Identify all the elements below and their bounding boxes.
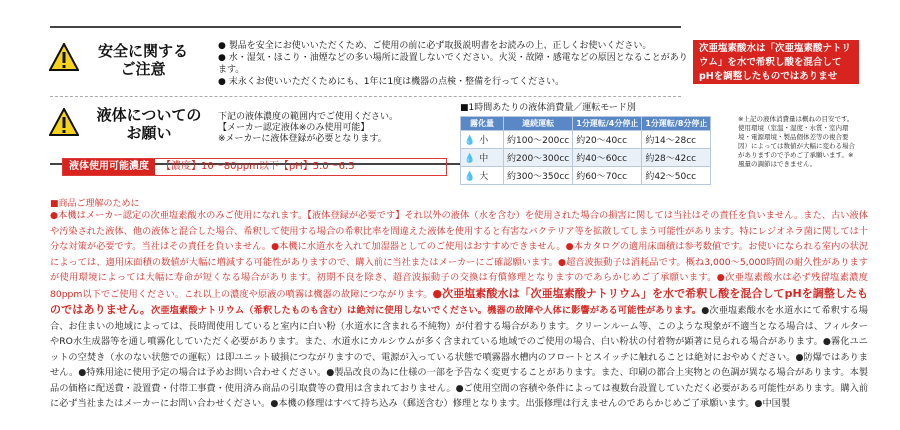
liquid-title-line1: 液体についての [96,106,202,124]
table-cell: 約60～70cc [573,167,642,185]
table-cell: 約200～300cc [504,149,573,167]
table-cell: 約14～28cc [642,131,711,149]
mode-cell [461,167,504,185]
mode-label: 中 [479,154,489,164]
table-row [461,167,711,185]
safety-bullets [218,40,688,88]
liquid-line: 【メーカー認定液体※のみ使用可能】 [218,123,370,133]
section-divider [50,96,681,97]
drop-medium-icon: 💧 [464,154,476,164]
concentration-range [62,158,447,176]
table-row [461,131,711,149]
safety-title-line2: ご注意 [120,60,166,78]
caution-body [50,208,868,412]
warning-icon [49,43,79,71]
caution-emphasis: 次亜塩素酸ナトリウム（希釈したものも含む）は絶対に使用しないでください。機器の故障や人体に影響がある可能性があります。 [151,305,702,316]
safety-title-line1: 安全に関する [97,42,188,60]
drop-large-icon: 💧 [464,172,476,182]
table-row [461,149,711,167]
safety-bullet: ● 水・湿気・ほこり・油煙などの多い場所に設置しないでください。火災・故障・感電などの原因となることがあります。 [218,53,688,75]
range-value: 【濃度】10～80ppm以下【pH】5.0～6.5 [161,161,355,172]
range-label: 液体使用可能濃度 [63,159,155,175]
caution-paragraph: ●次亜塩素酸水を水道水にて希釈する場合、お住まいの地域によっては、長時間使用していると室内に白い粉（水道水に含まれる不純物）が付着する場合があります。クリーンルーム等、このような現象が不適当となる場合は、フィルターやRO水生成器等を通し噴霧化していただく必要があります。また、水道水にカルシウムが多く含まれている地域でのご使用の場合、白い粉状の付着物が顕著に見られる場合があります。●霧化ユニットの空焚き（水のない状態での運転）は即ユニット破損につながりますので、電源が入っている状態で噴霧器水槽内のフロートとスイッチに触れることは絶対におやめください。●防爆ではありません。●特殊用途に使用予定の場合は予めお問い合わせください。●製品改良の為に仕様の一部を予告なく変更することがあります。また、印刷の都合上実物との色調が異なる場合があります。本製品の価格に配送費・設置費・付帯工事費・使用済み商品の引取費等の費用は含まれておりません。●ご使用空間の容積や条件によっては複数台設置していただく必要がある可能性があります。購入前に必ず当社またはメーカーにお問い合わせください。●本機の修理はすべて持ち込み（郵送含む）修理となります。出張修理は行えませんのであらかじめご了承願います。●中国製 [50,305,868,409]
liquid-line: ※メーカーに液体登録が必要となります。 [218,134,387,144]
consumption-title: ■1時間あたりの液体消費量／運転モード別 [460,103,636,113]
table-header: 連続運転 [504,117,573,131]
table-cell: 約20～40cc [573,131,642,149]
consumption-note: ※上記の液体消費量は概ねの目安です。使用環境（室温・湿度・水質・室内環境・電源環境・製品個体差等の複合要因）によっては数値が大幅に変わる場合がありますので予めご了承願います。※風量の調節はできません。 [738,115,855,168]
liquid-title [86,106,212,142]
table-header: 1分運転/8分停止 [642,117,711,131]
mode-cell [461,131,504,149]
liquid-title-line2: お願い [126,124,172,142]
caution-paragraph: ●本機はメーカー認定の次亜塩素酸水のみご使用になれます。【液体登録が必要です】それ以外の液体（水を含む）を使用された場合の損害に関しては当社はその責任を負いません。また、古い液体や汚染された液体、他の液体と混合した場合、希釈して使用する場合の希釈比率を間違えた液体を使用すると有害なバクテリア等を拡散してしまう可能性があります。特にレジオネラ菌に関しては十分な対策が必要です。当社はその責任を負いません。●本機に水道水を入れて加湿器としてのご使用はおすすめできません。●本カタログの適用床面積は参考数値です。お使いになられる室内の状況によっては、適用床面積の数値が大幅に増減する可能性がありますので、購入前に当社またはメーカーにご確認願います。●超音波振動子は消耗品です。概ね3,000～5,000時間の耐久性がありますが使用環境によっては大幅に寿命が短くなる場合があります。初期不良を除き、超音波振動子の交換は有償修理となりますのであらかじめご了承願います。●次亜塩素酸水は必ず残留塩素濃度80ppm以下でご使用ください。これ以上の濃度や原液の噴霧は機器の故障につながります。 [50,210,868,300]
mode-label: 大 [479,172,489,182]
mode-cell [461,149,504,167]
safety-title [88,42,198,78]
table-header: 霧化量 [461,117,504,131]
table-cell: 約300～350cc [504,167,573,185]
caution-heading: ■商品ご理解のために [50,199,140,209]
safety-bullet: ● 製品を安全にお使いいただくため、ご使用の前に必ず取扱説明書をお読みの上、正しくお使いください。 [218,41,652,51]
table-cell: 約28～42cc [642,149,711,167]
liquid-line: 下記の液体濃度の範囲内でご使用ください。 [218,112,399,122]
drop-small-icon: 💧 [464,136,476,146]
table-cell: 約42～50cc [642,167,711,185]
caution-emphasis: ●次亜塩素酸水は「次亜塩素酸ナトリウム」を水で希釈し酸を混合してpHを調整したものではありません。 [50,286,868,316]
liquid-lines [218,112,448,145]
table-cell: 約100～200cc [504,131,573,149]
table-header: 1分運転/4分停止 [573,117,642,131]
consumption-table [460,116,711,185]
safety-bullet: ● 末永くお使いいただくためにも、1年に1度は機器の点検・整備を行ってください。 [218,77,565,87]
mode-label: 小 [479,136,489,146]
red-notice: 次亜塩素酸水は「次亜塩素酸ナトリウム」を水で希釈し酸を混合してpHを調整したものではありません。 [693,40,859,84]
warning-icon [49,108,79,136]
table-cell: 約40～60cc [573,149,642,167]
